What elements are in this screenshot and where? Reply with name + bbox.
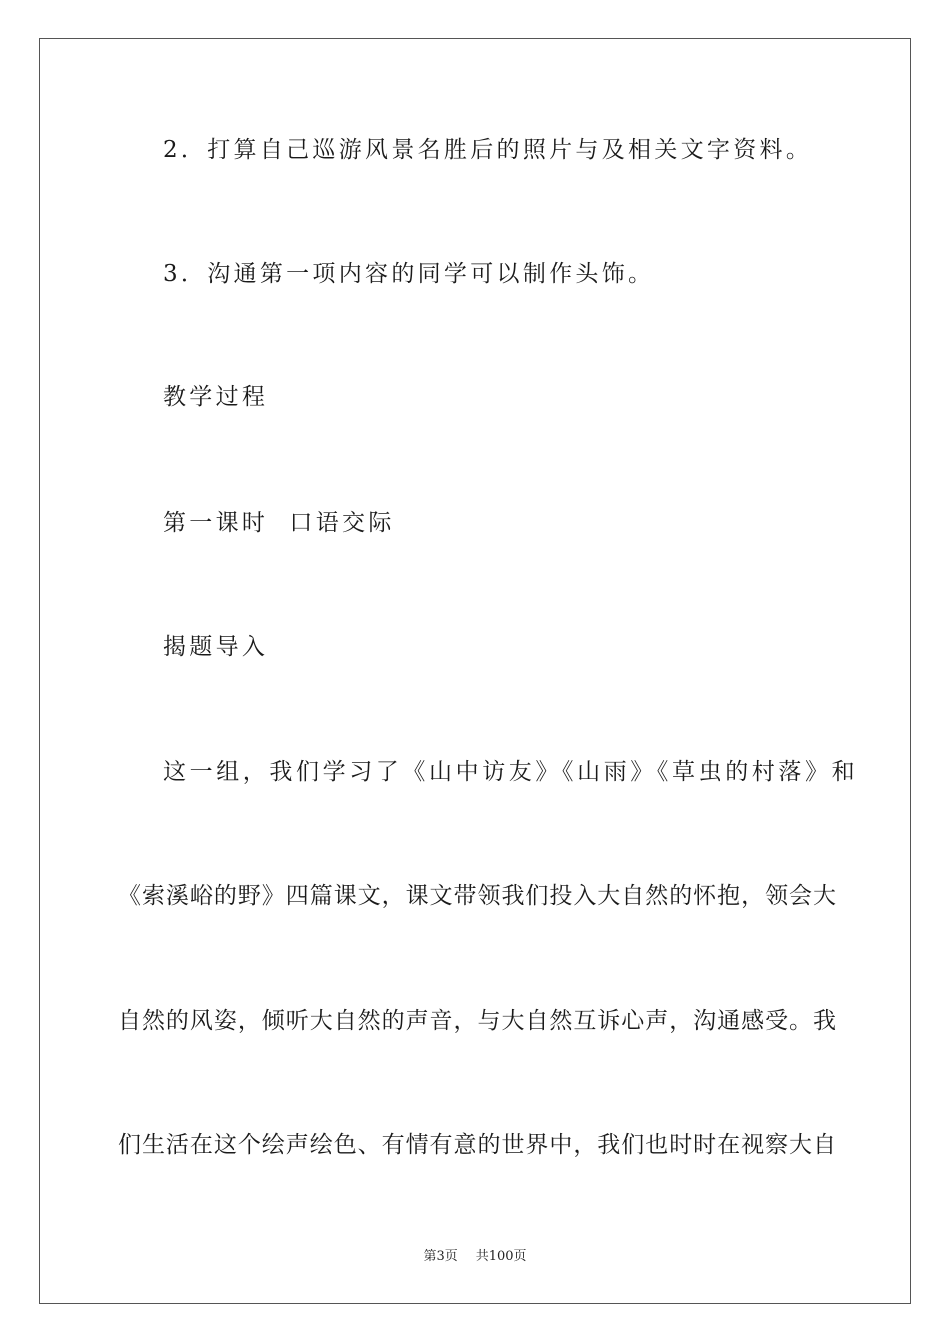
heading-topic-intro: 揭题导入 [163, 634, 269, 660]
body-line-2: 《索溪峪的野》四篇课文，课文带领我们投入大自然的怀抱，领会大 [118, 883, 836, 909]
heading-teaching-process: 教学过程 [163, 384, 269, 410]
body-line-3: 自然的风姿，倾听大自然的声音，与大自然互诉心声，沟通感受。我 [118, 1008, 836, 1034]
body-line-4: 们生活在这个绘声绘色、有情有意的世界中，我们也时时在视察大自 [118, 1132, 836, 1158]
page-footer [0, 1248, 950, 1266]
heading-lesson-one: 第一课时 口语交际 [163, 510, 395, 536]
page-border [39, 38, 911, 1304]
paragraph-prep-item-3: 3．沟通第一项内容的同学可以制作头饰。 [163, 261, 655, 287]
body-line-1: 这一组，我们学习了《山中访友》《山雨》《草虫的村落》和 [163, 759, 859, 785]
paragraph-prep-item-2: 2．打算自己巡游风景名胜后的照片与及相关文字资料。 [163, 137, 813, 163]
page-number: 第3页 [423, 1249, 458, 1264]
page-total: 共100页 [475, 1249, 527, 1264]
